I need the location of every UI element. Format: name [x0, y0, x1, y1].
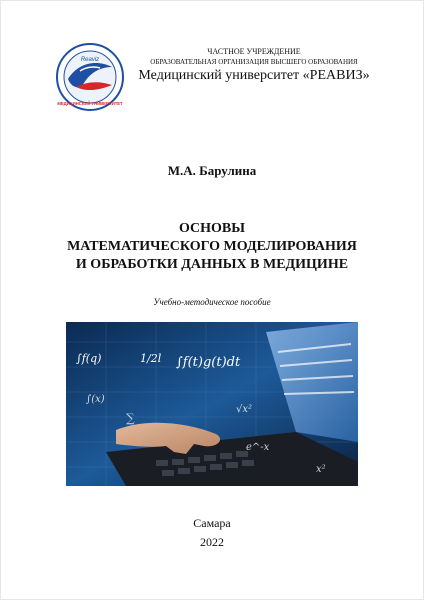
publication-city: Самара [193, 516, 231, 530]
formula-4: ∫(x) [86, 394, 105, 405]
title-line-2: МАТЕМАТИЧЕСКОГО МОДЕЛИРОВАНИЯ [67, 239, 357, 254]
university-name: Медицинский университет «РЕАВИЗ» [138, 68, 370, 83]
formula-7: ∑ [126, 411, 135, 425]
formula-6: e^-x [246, 442, 270, 453]
formula-2: 1/2l [140, 352, 162, 365]
publication-year: 2022 [200, 535, 224, 549]
header-line-1: ЧАСТНОЕ УЧРЕЖДЕНИЕ [207, 47, 301, 56]
header-line-2: ОБРАЗОВАТЕЛЬНАЯ ОРГАНИЗАЦИЯ ВЫСШЕГО ОБРАЗОВАНИЯ [150, 58, 358, 66]
title-line-3: И ОБРАБОТКИ ДАННЫХ В МЕДИЦИНЕ [75, 257, 349, 272]
book-title [0, 220, 424, 274]
author-name: М.А. Барулина [167, 163, 257, 178]
formula-5: √x² [236, 404, 253, 415]
university-logo [54, 41, 126, 113]
institution-header [134, 46, 374, 85]
formula-3: ∫f(t)g(t)dt [176, 355, 241, 370]
title-line-1: ОСНОВЫ [178, 221, 246, 236]
book-subtitle: Учебно-методическое пособие [153, 297, 271, 307]
formula-8: x² [316, 464, 326, 475]
cover-illustration [66, 322, 358, 486]
logo-arc-text: МЕДИЦИНСКИЙ УНИВЕРСИТЕТ [57, 101, 123, 106]
logo-top-text: Reaviz [80, 57, 100, 63]
formula-1: ∫f(q) [76, 352, 102, 365]
